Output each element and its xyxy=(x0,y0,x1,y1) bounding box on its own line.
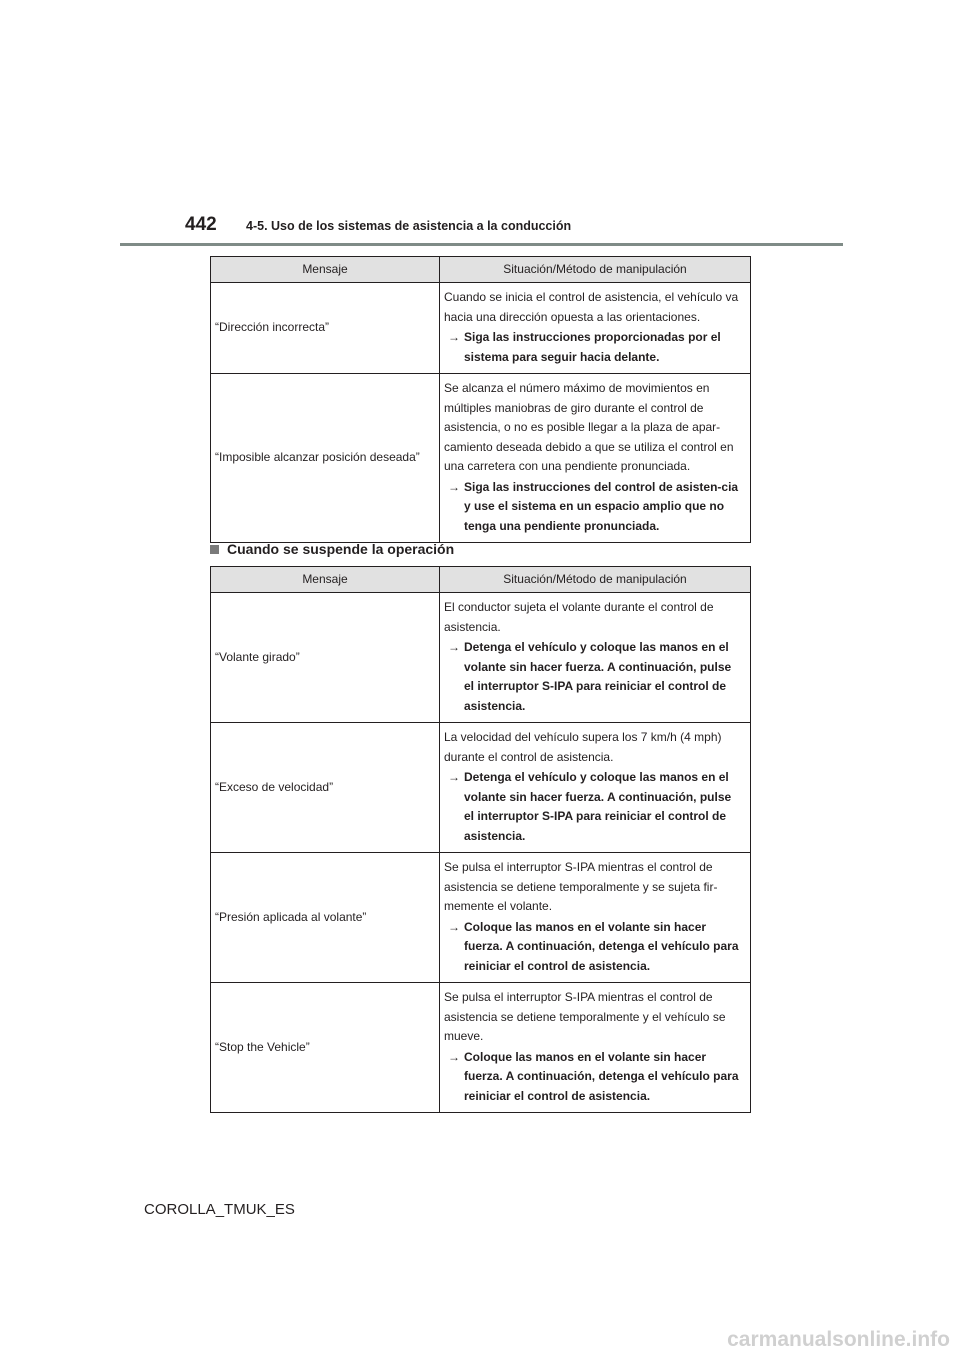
action-step xyxy=(444,1048,744,1107)
message-cell: “Dirección incorrecta” xyxy=(211,283,440,374)
table-row xyxy=(211,853,751,983)
situation-text: Se pulsa el interruptor S-IPA mientras el control de asistencia se detiene temporalmente y se sujeta fir-memente el volante. xyxy=(444,860,718,913)
message-table-2 xyxy=(210,566,751,1113)
table-row xyxy=(211,283,751,374)
situation-text: La velocidad del vehículo supera los 7 km/h (4 mph) durante el control de asistencia. xyxy=(444,730,722,764)
section-title: 4-5. Uso de los sistemas de asistencia a la conducción xyxy=(246,219,572,233)
footer-model-code: COROLLA_TMUK_ES xyxy=(144,1201,295,1218)
watermark: carmanualsonline.info xyxy=(727,1328,950,1351)
situation-cell xyxy=(440,983,751,1113)
action-step xyxy=(444,328,744,367)
arrow-right-icon: → xyxy=(448,919,460,934)
message-cell: “Stop the Vehicle” xyxy=(211,983,440,1113)
arrow-right-icon: → xyxy=(448,640,460,654)
action-step xyxy=(444,478,744,537)
situation-text: Se alcanza el número máximo de movimientos en múltiples maniobras de giro durante el control de asistencia, o no es posible llegar a la plaza de apar-camiento deseada debido a que se utiliza el control en una carretera con una pendiente pronunciada. xyxy=(444,381,734,473)
action-text: Siga las instrucciones proporcionadas por el sistema para seguir hacia delante. xyxy=(464,330,721,364)
table-row xyxy=(211,374,751,543)
subheading-text: Cuando se suspende la operación xyxy=(227,541,455,557)
page-number: 442 xyxy=(185,214,217,235)
arrow-right-icon: → xyxy=(448,479,460,494)
column-header-situation: Situación/Método de manipulación xyxy=(440,567,751,593)
situation-cell xyxy=(440,283,751,374)
situation-cell xyxy=(440,374,751,543)
table-row xyxy=(211,983,751,1113)
square-bullet-icon xyxy=(210,545,219,554)
table-header-row xyxy=(211,257,751,283)
action-step xyxy=(444,768,744,846)
action-step xyxy=(444,918,744,977)
arrow-right-icon: → xyxy=(448,330,460,344)
table-row xyxy=(211,723,751,853)
situation-text: Se pulsa el interruptor S-IPA mientras el control de asistencia se detiene temporalmente y el vehículo se mueve. xyxy=(444,990,726,1043)
message-cell: “Imposible alcanzar posición deseada” xyxy=(211,374,440,543)
message-cell: “Volante girado” xyxy=(211,593,440,723)
action-text: Siga las instrucciones del control de asisten-cia y use el sistema en un espacio amplio que no tenga una pendiente pronunciada. xyxy=(464,479,739,533)
table-header-row xyxy=(211,567,751,593)
action-text: Coloque las manos en el volante sin hacer fuerza. A continuación, detenga el vehículo para reiniciar el control de asistencia. xyxy=(464,919,739,973)
message-cell: “Exceso de velocidad” xyxy=(211,723,440,853)
situation-text: Cuando se inicia el control de asistencia, el vehículo va hacia una dirección opuesta a las orientaciones. xyxy=(444,290,739,324)
situation-text: El conductor sujeta el volante durante el control de asistencia. xyxy=(444,600,714,634)
situation-cell xyxy=(440,723,751,853)
action-text: Detenga el vehículo y coloque las manos en el volante sin hacer fuerza. A continuación, pulse el interruptor S-IPA para reiniciar el control de asistencia. xyxy=(464,770,732,843)
column-header-message: Mensaje xyxy=(211,257,440,283)
action-text: Detenga el vehículo y coloque las manos en el volante sin hacer fuerza. A continuación, pulse el interruptor S-IPA para reiniciar el control de asistencia. xyxy=(464,640,732,713)
arrow-right-icon: → xyxy=(448,770,460,784)
action-text: Coloque las manos en el volante sin hacer fuerza. A continuación, detenga el vehículo para reiniciar el control de asistencia. xyxy=(464,1049,739,1103)
message-table-1 xyxy=(210,256,751,543)
situation-cell xyxy=(440,593,751,723)
situation-cell xyxy=(440,853,751,983)
subheading xyxy=(210,541,454,557)
column-header-situation: Situación/Método de manipulación xyxy=(440,257,751,283)
arrow-right-icon: → xyxy=(448,1049,460,1064)
header-rule xyxy=(120,243,843,246)
table-row xyxy=(211,593,751,723)
column-header-message: Mensaje xyxy=(211,567,440,593)
message-cell: “Presión aplicada al volante” xyxy=(211,853,440,983)
action-step xyxy=(444,638,744,716)
